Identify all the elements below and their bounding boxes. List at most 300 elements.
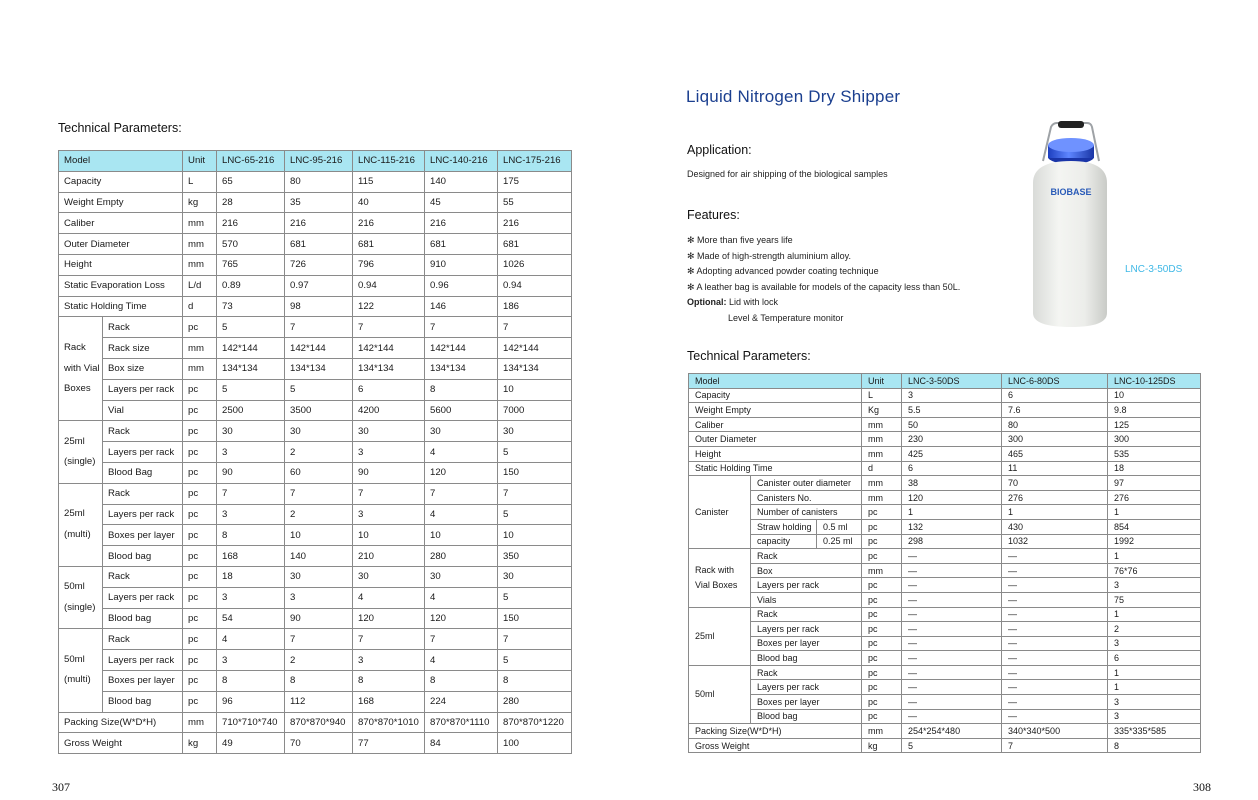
- table-cell-value: 870*870*1010: [353, 712, 425, 733]
- table-cell-value: pc: [183, 483, 217, 504]
- table-cell-value: —: [1002, 549, 1108, 564]
- table-row: [689, 505, 1201, 520]
- table-cell-value: 7: [353, 317, 425, 338]
- table-row: [59, 192, 572, 213]
- table-cell-value: 38: [902, 476, 1002, 491]
- table-cell-value: 765: [217, 254, 285, 275]
- optional-label: Optional:: [687, 297, 727, 307]
- feature-item: ✻ More than five years life: [687, 235, 793, 245]
- product-caption: LNC-3-50DS: [1125, 264, 1183, 275]
- right-page-number: 308: [1193, 780, 1211, 794]
- table-row-label: Rack: [103, 566, 183, 587]
- table-cell-value: 7: [425, 317, 498, 338]
- table-header-cell: LNC-6-80DS: [1002, 374, 1108, 389]
- table-row: [689, 651, 1201, 666]
- table-row: [59, 296, 572, 317]
- table-cell-value: 216: [353, 213, 425, 234]
- table-header-cell: LNC-65-216: [217, 151, 285, 172]
- table-row-label: capacity: [751, 534, 817, 549]
- table-cell-value: kg: [183, 733, 217, 754]
- table-row: [59, 691, 572, 712]
- table-cell-value: 8: [217, 525, 285, 546]
- table-cell-value: pc: [183, 629, 217, 650]
- table-cell-value: 115: [353, 171, 425, 192]
- table-row-label: Capacity: [689, 388, 862, 403]
- table-row-label: Canisters No.: [751, 490, 862, 505]
- table-header-cell: Unit: [862, 374, 902, 389]
- table-row: [689, 388, 1201, 403]
- table-row-label: Boxes per layer: [103, 670, 183, 691]
- table-cell-value: pc: [183, 546, 217, 567]
- table-cell-value: —: [1002, 665, 1108, 680]
- table-cell-value: 168: [217, 546, 285, 567]
- table-cell-value: pc: [183, 400, 217, 421]
- table-cell-value: pc: [183, 421, 217, 442]
- table-cell-value: 30: [217, 421, 285, 442]
- table-cell-value: 28: [217, 192, 285, 213]
- features-heading: Features:: [687, 208, 740, 222]
- table-cell-value: 4: [353, 587, 425, 608]
- left-heading: Technical Parameters:: [58, 121, 182, 135]
- table-row: [689, 476, 1201, 491]
- table-header-cell: LNC-140-216: [425, 151, 498, 172]
- table-cell-value: —: [1002, 578, 1108, 593]
- table-header-cell: Model: [59, 151, 183, 172]
- table-cell-value: 216: [425, 213, 498, 234]
- table-cell-value: 6: [1108, 651, 1201, 666]
- table-cell-value: 7: [353, 629, 425, 650]
- table-cell-value: 1032: [1002, 534, 1108, 549]
- table-cell-value: 1: [1108, 549, 1201, 564]
- table-cell-value: 4: [425, 587, 498, 608]
- table-cell-value: 10: [425, 525, 498, 546]
- feature-item: ✻ Made of high-strength aluminium alloy.: [687, 250, 851, 261]
- table-cell-value: 1026: [498, 254, 572, 275]
- group-label: 25ml (single): [59, 421, 103, 483]
- group-label: Rack with Vial Boxes: [59, 317, 103, 421]
- table-cell-value: 70: [285, 733, 353, 754]
- table-cell-value: pc: [183, 691, 217, 712]
- table-row-label: Box size: [103, 358, 183, 379]
- table-cell-value: mm: [183, 213, 217, 234]
- table-cell-value: 8: [217, 670, 285, 691]
- table-cell-value: 10: [498, 379, 572, 400]
- table-cell-value: 681: [285, 234, 353, 255]
- table-cell-value: 45: [425, 192, 498, 213]
- table-cell-value: 40: [353, 192, 425, 213]
- table-cell-value: pc: [862, 578, 902, 593]
- group-label: 50ml (multi): [59, 629, 103, 712]
- table-cell-value: 3: [1108, 578, 1201, 593]
- table-cell-value: 3: [1108, 695, 1201, 710]
- table-cell-value: 0.94: [353, 275, 425, 296]
- table-row: [689, 724, 1201, 739]
- table-cell-value: 30: [425, 421, 498, 442]
- table-row: [689, 549, 1201, 564]
- table-cell-value: —: [902, 665, 1002, 680]
- table-cell-value: 216: [285, 213, 353, 234]
- table-row: [59, 670, 572, 691]
- optional-item: Level & Temperature monitor: [728, 312, 844, 323]
- table-row: [689, 432, 1201, 447]
- table-cell-value: pc: [183, 462, 217, 483]
- right-heading: Technical Parameters:: [687, 349, 811, 363]
- table-cell-value: 3: [285, 587, 353, 608]
- table-cell-value: —: [902, 622, 1002, 637]
- table-cell-value: 276: [1002, 490, 1108, 505]
- table-cell-value: 150: [498, 608, 572, 629]
- table-cell-value: 7: [498, 483, 572, 504]
- table-sub-label: 0.5 ml: [817, 519, 862, 534]
- table-cell-value: 7: [498, 317, 572, 338]
- table-cell-value: 335*335*585: [1108, 724, 1201, 739]
- table-cell-value: 6: [902, 461, 1002, 476]
- table-row: [689, 461, 1201, 476]
- table-row-label: Static Holding Time: [689, 461, 862, 476]
- table-cell-value: 142*144: [285, 338, 353, 359]
- table-row: [59, 213, 572, 234]
- table-cell-value: 8: [285, 670, 353, 691]
- table-cell-value: —: [1002, 695, 1108, 710]
- table-row: [689, 636, 1201, 651]
- table-row: [59, 733, 572, 754]
- table-row: [689, 519, 1201, 534]
- table-row-label: Rack: [103, 629, 183, 650]
- table-cell-value: 8: [425, 670, 498, 691]
- table-cell-value: 216: [217, 213, 285, 234]
- table-cell-value: 3: [353, 442, 425, 463]
- table-cell-value: 276: [1108, 490, 1201, 505]
- page-title: Liquid Nitrogen Dry Shipper: [686, 87, 901, 106]
- table-row: [689, 680, 1201, 695]
- table-row: [59, 587, 572, 608]
- table-row: [59, 608, 572, 629]
- feature-item: ✻ A leather bag is available for models of the capacity less than 50L.: [687, 281, 961, 292]
- table-row-label: Boxes per layer: [751, 695, 862, 710]
- table-row: [59, 379, 572, 400]
- table-cell-value: mm: [862, 490, 902, 505]
- table-cell-value: 100: [498, 733, 572, 754]
- table-cell-value: 5: [217, 379, 285, 400]
- table-cell-value: 98: [285, 296, 353, 317]
- table-cell-value: 120: [902, 490, 1002, 505]
- table-row: [59, 442, 572, 463]
- table-row-label: Packing Size(W*D*H): [59, 712, 183, 733]
- table-cell-value: 18: [1108, 461, 1201, 476]
- table-row: [59, 421, 572, 442]
- table-cell-value: 4: [217, 629, 285, 650]
- table-cell-value: pc: [862, 534, 902, 549]
- table-cell-value: 3: [1108, 636, 1201, 651]
- table-cell-value: 216: [498, 213, 572, 234]
- table-cell-value: mm: [862, 563, 902, 578]
- table-cell-value: 134*134: [425, 358, 498, 379]
- table-row-label: Weight Empty: [689, 403, 862, 418]
- table-cell-value: 90: [353, 462, 425, 483]
- table-cell-value: 84: [425, 733, 498, 754]
- table-cell-value: mm: [183, 712, 217, 733]
- table-row: [59, 171, 572, 192]
- optional-item: Lid with lock: [729, 297, 779, 307]
- table-cell-value: 465: [1002, 446, 1108, 461]
- table-cell-value: 7: [285, 629, 353, 650]
- table-cell-value: 142*144: [498, 338, 572, 359]
- group-label: Rack with Vial Boxes: [689, 549, 751, 607]
- table-row: [689, 738, 1201, 753]
- table-row-label: Static Holding Time: [59, 296, 183, 317]
- table-row: [59, 234, 572, 255]
- table-cell-value: d: [183, 296, 217, 317]
- table-cell-value: 6: [1002, 388, 1108, 403]
- table-cell-value: pc: [183, 317, 217, 338]
- table-cell-value: 570: [217, 234, 285, 255]
- table-cell-value: 1: [902, 505, 1002, 520]
- table-row: [59, 712, 572, 733]
- table-cell-value: 0.96: [425, 275, 498, 296]
- table-row-label: Straw holding: [751, 519, 817, 534]
- table-cell-value: pc: [183, 670, 217, 691]
- table-cell-value: 150: [498, 462, 572, 483]
- table-cell-value: 230: [902, 432, 1002, 447]
- table-cell-value: pc: [862, 695, 902, 710]
- table-cell-value: 90: [217, 462, 285, 483]
- table-cell-value: 425: [902, 446, 1002, 461]
- brand-logo: BIOBASE: [1050, 187, 1092, 197]
- table-row-label: Rack: [103, 317, 183, 338]
- table-header-cell: LNC-95-216: [285, 151, 353, 172]
- table-cell-value: 3: [217, 442, 285, 463]
- table-cell-value: 796: [353, 254, 425, 275]
- table-cell-value: 140: [285, 546, 353, 567]
- table-cell-value: 60: [285, 462, 353, 483]
- table-cell-value: 1992: [1108, 534, 1201, 549]
- table-row: [689, 622, 1201, 637]
- table-row: [59, 483, 572, 504]
- table-cell-value: 7: [498, 629, 572, 650]
- table-cell-value: —: [902, 549, 1002, 564]
- table-cell-value: 30: [353, 421, 425, 442]
- table-cell-value: 854: [1108, 519, 1201, 534]
- table-cell-value: 11: [1002, 461, 1108, 476]
- table-cell-value: 3: [217, 504, 285, 525]
- table-cell-value: —: [1002, 592, 1108, 607]
- table-cell-value: —: [1002, 622, 1108, 637]
- application-heading: Application:: [687, 143, 752, 157]
- table-cell-value: pc: [862, 622, 902, 637]
- table-cell-value: 0.97: [285, 275, 353, 296]
- table-row: [59, 546, 572, 567]
- table-cell-value: 2500: [217, 400, 285, 421]
- table-cell-value: 35: [285, 192, 353, 213]
- table-row: [59, 338, 572, 359]
- table-cell-value: 5: [498, 442, 572, 463]
- table-cell-value: L/d: [183, 275, 217, 296]
- table-cell-value: d: [862, 461, 902, 476]
- table-row: [59, 629, 572, 650]
- table-row-label: Box: [751, 563, 862, 578]
- table-row-label: Caliber: [59, 213, 183, 234]
- table-cell-value: 65: [217, 171, 285, 192]
- table-header-cell: LNC-10-125DS: [1108, 374, 1201, 389]
- table-cell-value: 77: [353, 733, 425, 754]
- table-cell-value: 132: [902, 519, 1002, 534]
- table-cell-value: 8: [353, 670, 425, 691]
- table-cell-value: 3: [353, 650, 425, 671]
- table-cell-value: 8: [425, 379, 498, 400]
- table-cell-value: 535: [1108, 446, 1201, 461]
- table-row-label: Height: [689, 446, 862, 461]
- table-cell-value: 186: [498, 296, 572, 317]
- table-cell-value: 142*144: [217, 338, 285, 359]
- table-cell-value: 870*870*1220: [498, 712, 572, 733]
- table-row-label: Outer Diameter: [689, 432, 862, 447]
- table-row: [689, 534, 1201, 549]
- table-cell-value: 7.6: [1002, 403, 1108, 418]
- table-row-label: Layers per rack: [103, 587, 183, 608]
- table-row: [689, 592, 1201, 607]
- table-cell-value: —: [902, 651, 1002, 666]
- table-cell-value: 125: [1108, 417, 1201, 432]
- table-cell-value: 134*134: [217, 358, 285, 379]
- table-cell-value: pc: [862, 709, 902, 724]
- table-cell-value: —: [902, 695, 1002, 710]
- table-cell-value: 3: [217, 650, 285, 671]
- table-cell-value: 0.94: [498, 275, 572, 296]
- table-header-cell: Unit: [183, 151, 217, 172]
- table-row-label: Packing Size(W*D*H): [689, 724, 862, 739]
- table-row-label: Number of canisters: [751, 505, 862, 520]
- table-cell-value: 30: [425, 566, 498, 587]
- table-cell-value: —: [902, 578, 1002, 593]
- table-row-label: Outer Diameter: [59, 234, 183, 255]
- table-row-label: Layers per rack: [103, 379, 183, 400]
- table-cell-value: 7: [1002, 738, 1108, 753]
- table-row-label: Capacity: [59, 171, 183, 192]
- table-cell-value: 8: [1108, 738, 1201, 753]
- table-cell-value: 870*870*1110: [425, 712, 498, 733]
- table-row-label: Blood bag: [751, 651, 862, 666]
- table-cell-value: 30: [285, 566, 353, 587]
- table-cell-value: 681: [498, 234, 572, 255]
- table-cell-value: 7: [425, 483, 498, 504]
- table-row: [59, 400, 572, 421]
- table-cell-value: mm: [862, 417, 902, 432]
- table-cell-value: 134*134: [285, 358, 353, 379]
- table-row-label: Caliber: [689, 417, 862, 432]
- table-cell-value: pc: [183, 504, 217, 525]
- table-cell-value: pc: [183, 650, 217, 671]
- table-cell-value: 1: [1002, 505, 1108, 520]
- group-label: Canister: [689, 476, 751, 549]
- table-cell-value: 1: [1108, 607, 1201, 622]
- table-cell-value: —: [1002, 636, 1108, 651]
- table-cell-value: pc: [183, 608, 217, 629]
- table-cell-value: 55: [498, 192, 572, 213]
- application-text: Designed for air shipping of the biological samples: [687, 169, 888, 179]
- table-cell-value: 5.5: [902, 403, 1002, 418]
- table-row: [59, 275, 572, 296]
- table-cell-value: 9.8: [1108, 403, 1201, 418]
- table-row-label: Boxes per layer: [751, 636, 862, 651]
- table-cell-value: 870*870*940: [285, 712, 353, 733]
- table-row-label: Weight Empty: [59, 192, 183, 213]
- table-cell-value: mm: [862, 724, 902, 739]
- table-cell-value: pc: [862, 607, 902, 622]
- table-cell-value: pc: [862, 519, 902, 534]
- table-cell-value: pc: [183, 587, 217, 608]
- table-cell-value: 10: [1108, 388, 1201, 403]
- table-cell-value: 134*134: [498, 358, 572, 379]
- table-cell-value: 710*710*740: [217, 712, 285, 733]
- table-cell-value: 210: [353, 546, 425, 567]
- table-cell-value: 7: [285, 483, 353, 504]
- table-cell-value: 280: [425, 546, 498, 567]
- table-cell-value: 300: [1002, 432, 1108, 447]
- table-cell-value: 10: [353, 525, 425, 546]
- left-page-number: 307: [52, 780, 70, 794]
- table-cell-value: 3500: [285, 400, 353, 421]
- table-cell-value: —: [1002, 563, 1108, 578]
- table-cell-value: 10: [285, 525, 353, 546]
- table-cell-value: 54: [217, 608, 285, 629]
- table-cell-value: —: [902, 680, 1002, 695]
- table-cell-value: 3: [902, 388, 1002, 403]
- table-cell-value: 4: [425, 442, 498, 463]
- table-cell-value: 5: [498, 504, 572, 525]
- table-cell-value: —: [1002, 680, 1108, 695]
- table-cell-value: 6: [353, 379, 425, 400]
- table-cell-value: 1: [1108, 665, 1201, 680]
- table-row-label: Vial: [103, 400, 183, 421]
- table-cell-value: 30: [353, 566, 425, 587]
- table-row: [59, 254, 572, 275]
- table-header-cell: Model: [689, 374, 862, 389]
- table-cell-value: —: [902, 563, 1002, 578]
- table-cell-value: —: [902, 709, 1002, 724]
- table-row: [689, 446, 1201, 461]
- table-cell-value: 75: [1108, 592, 1201, 607]
- table-row-label: Rack: [751, 549, 862, 564]
- table-row: [59, 504, 572, 525]
- left-spec-table: [58, 150, 572, 754]
- table-cell-value: 726: [285, 254, 353, 275]
- table-cell-value: pc: [862, 636, 902, 651]
- table-row-label: Rack: [751, 607, 862, 622]
- table-row-label: Rack: [103, 421, 183, 442]
- table-cell-value: —: [1002, 651, 1108, 666]
- table-row: [689, 578, 1201, 593]
- table-row: [689, 417, 1201, 432]
- table-header-cell: LNC-3-50DS: [902, 374, 1002, 389]
- table-cell-value: 18: [217, 566, 285, 587]
- table-row-label: Static Evaporation Loss: [59, 275, 183, 296]
- table-cell-value: mm: [183, 338, 217, 359]
- table-cell-value: 10: [498, 525, 572, 546]
- table-cell-value: 298: [902, 534, 1002, 549]
- table-cell-value: —: [902, 607, 1002, 622]
- table-cell-value: 97: [1108, 476, 1201, 491]
- table-row: [689, 607, 1201, 622]
- table-cell-value: 122: [353, 296, 425, 317]
- table-row-label: Layers per rack: [751, 578, 862, 593]
- table-row-label: Boxes per layer: [103, 525, 183, 546]
- table-row-label: Layers per rack: [103, 442, 183, 463]
- table-cell-value: 142*144: [425, 338, 498, 359]
- table-cell-value: 4: [425, 650, 498, 671]
- table-cell-value: 7: [285, 317, 353, 338]
- table-row-label: Canister outer diameter: [751, 476, 862, 491]
- table-cell-value: pc: [862, 549, 902, 564]
